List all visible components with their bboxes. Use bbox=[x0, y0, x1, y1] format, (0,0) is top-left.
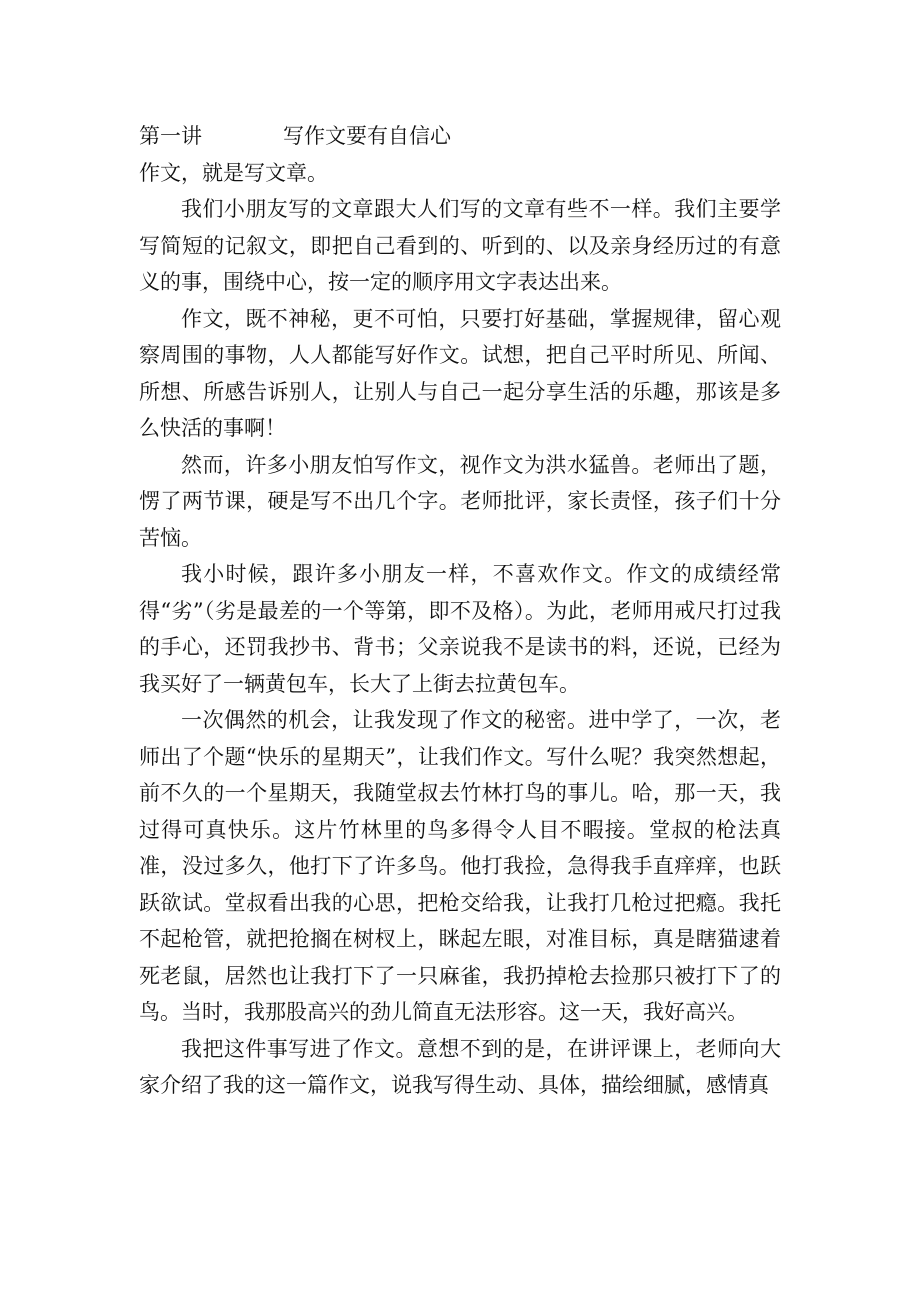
lesson-number: 第一讲 bbox=[139, 124, 202, 148]
lesson-heading bbox=[139, 118, 781, 155]
paragraph-6: 我把这件事写进了作文。意想不到的是，在讲评课上，老师向大家介绍了我的这一篇作文，说我写得生动、具体，描绘细腻，感情真 bbox=[139, 1036, 781, 1097]
paragraph-1: 我们小朋友写的文章跟大人们写的文章有些不一样。我们主要学写简短的记叙文，即把自己看到的、听到的、以及亲身经历过的有意义的事，围绕中心，按一定的顺序用文字表达出来。 bbox=[139, 197, 781, 294]
lead-sentence: 作文，就是写文章。 bbox=[139, 160, 328, 185]
document-page bbox=[139, 118, 781, 1104]
lesson-title: 写作文要有自信心 bbox=[283, 124, 451, 148]
paragraph-4: 我小时候，跟许多小朋友一样，不喜欢作文。作文的成绩经常得“劣”（劣是最差的一个等第，即不及格）。为此，老师用戒尺打过我的手心，还罚我抄书、背书；父亲说我不是读书的料，还说，已经为我买好了一辆黄包车，长大了上街去拉黄包车。 bbox=[139, 562, 781, 696]
paragraph-5: 一次偶然的机会，让我发现了作文的秘密。进中学了，一次，老师出了个题“快乐的星期天”，让我们作文。写什么呢？我突然想起，前不久的一个星期天，我随堂叔去竹林打鸟的事儿。哈，那一天，我过得可真快乐。这片竹林里的鸟多得令人目不暇接。堂叔的枪法真准，没过多久，他打下了许多鸟。他打我捡，急得我手直痒痒，也跃跃欲试。堂叔看出我的心思，把枪交给我，让我打几枪过把瘾。我托不起枪管，就把抢搁在树杈上，眯起左眼，对准目标，真是瞎猫逮着死老鼠，居然也让我打下了一只麻雀，我扔掉枪去捡那只被打下了的鸟。当时，我那股高兴的劲儿简直无法形容。这一天，我好高兴。 bbox=[139, 708, 781, 1024]
paragraph-2: 作文，既不神秘，更不可怕，只要打好基础，掌握规律，留心观察周围的事物，人人都能写好作文。试想，把自己平时所见、所闻、所想、所感告诉别人，让别人与自己一起分享生活的乐趣，那该是多么快活的事啊！ bbox=[139, 306, 781, 440]
paragraph-3: 然而，许多小朋友怕写作文，视作文为洪水猛兽。老师出了题，愣了两节课，硬是写不出几个字。老师批评，家长责怪，孩子们十分苦恼。 bbox=[139, 452, 781, 550]
